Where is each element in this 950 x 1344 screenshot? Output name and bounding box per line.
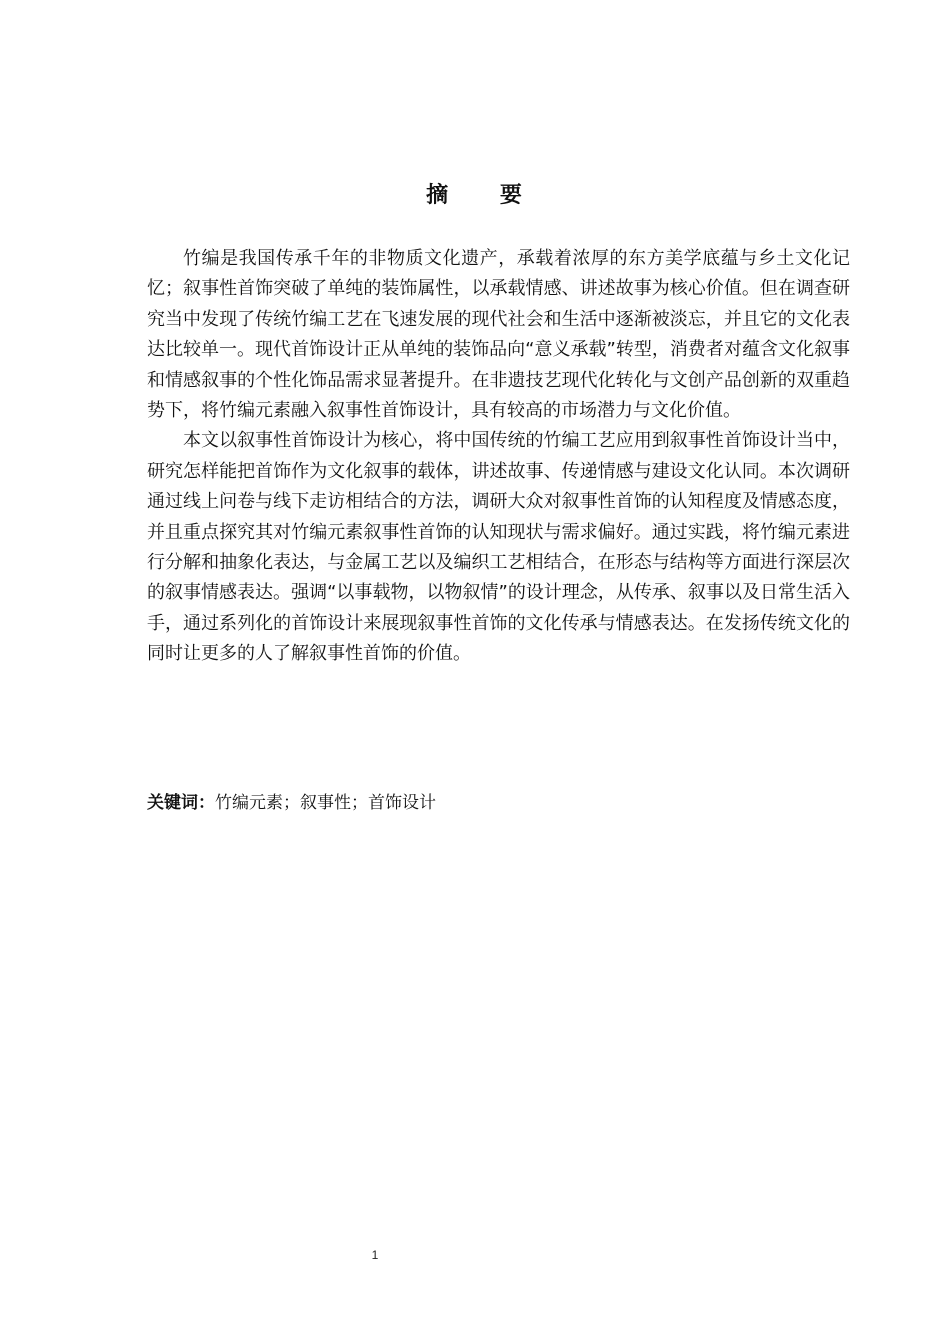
keywords-label: 关键词： (147, 793, 215, 813)
keywords-line (147, 788, 436, 813)
abstract-title: 摘 要 (426, 183, 544, 208)
abstract-paragraph-1: 竹编是我国传承千年的非物质文化遗产，承载着浓厚的东方美学底蕴与乡土文化记忆；叙事性首饰突破了单纯的装饰属性，以承载情感、讲述故事为核心价值。但在调查研究当中发现了传统竹编工艺在飞速发展的现代社会和生活中逐渐被淡忘，并且它的文化表达比较单一。现代首饰设计正从单纯的装饰品向“意义承载”转型，消费者对蕴含文化叙事和情感叙事的个性化饰品需求显著提升。在非遗技艺现代化转化与文创产品创新的双重趋势下，将竹编元素融入叙事性首饰设计，具有较高的市场潜力与文化价值。 (147, 248, 850, 422)
abstract-body (147, 244, 850, 670)
keywords-value: 竹编元素；叙事性；首饰设计 (215, 793, 436, 813)
page-number: 1 (371, 1248, 379, 1262)
abstract-paragraph-2: 本文以叙事性首饰设计为核心，将中国传统的竹编工艺应用到叙事性首饰设计当中，研究怎样能把首饰作为文化叙事的载体，讲述故事、传递情感与建设文化认同。本次调研通过线上问卷与线下走访相结合的方法，调研大众对叙事性首饰的认知程度及情感态度，并且重点探究其对竹编元素叙事性首饰的认知现状与需求偏好。通过实践，将竹编元素进行分解和抽象化表达，与金属工艺以及编织工艺相结合，在形态与结构等方面进行深层次的叙事情感表达。强调“以事载物，以物叙情”的设计理念，从传承、叙事以及日常生活入手，通过系列化的首饰设计来展现叙事性首饰的文化传承与情感表达。在发扬传统文化的同时让更多的人了解叙事性首饰的价值。 (147, 430, 850, 665)
